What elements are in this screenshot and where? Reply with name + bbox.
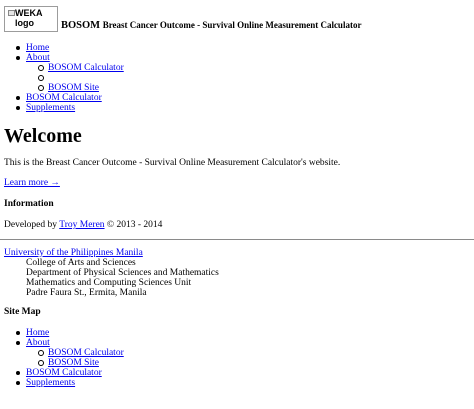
sitemap-about-submenu bbox=[26, 348, 474, 368]
nav-item-about bbox=[4, 53, 474, 93]
submenu-link-calculator[interactable]: BOSOM Calculator bbox=[48, 63, 124, 73]
broken-image-icon bbox=[8, 10, 15, 16]
university-link[interactable]: University of the Philippines Manila bbox=[4, 248, 143, 258]
page-title: Welcome bbox=[4, 125, 82, 147]
address-line: Department of Physical Sciences and Mathematics bbox=[26, 268, 219, 278]
sitemap-link-home[interactable]: Home bbox=[26, 328, 50, 338]
footer-address bbox=[4, 248, 474, 298]
sitemap-heading: Site Map bbox=[4, 307, 41, 317]
about-submenu bbox=[26, 63, 474, 93]
header bbox=[4, 4, 474, 32]
logo-alt-line-1: WEKA bbox=[15, 8, 43, 18]
nav-link-calculator[interactable]: BOSOM Calculator bbox=[26, 93, 102, 103]
sitemap-subitem-calculator bbox=[26, 348, 474, 358]
address-line: Padre Faura St., Ermita, Manila bbox=[26, 288, 147, 298]
sitemap-link-about[interactable]: About bbox=[26, 338, 50, 348]
sitemap-link-calculator[interactable]: BOSOM Calculator bbox=[26, 368, 102, 378]
address-line: College of Arts and Sciences bbox=[26, 258, 136, 268]
developer-credit bbox=[4, 220, 474, 231]
site-brand bbox=[61, 20, 361, 31]
page bbox=[4, 4, 474, 388]
footer-divider bbox=[0, 239, 474, 240]
brand-subtitle: Breast Cancer Outcome - Survival Online Measurement Calculator bbox=[102, 20, 362, 30]
nav-item-home bbox=[4, 43, 474, 53]
sitemap-sublink-site[interactable]: BOSOM Site bbox=[48, 358, 99, 368]
brand-name: BOSOM bbox=[61, 20, 101, 31]
weka-logo[interactable] bbox=[4, 6, 58, 32]
address-line: Mathematics and Computing Sciences Unit bbox=[26, 278, 192, 288]
developer-link[interactable]: Troy Meren bbox=[59, 220, 105, 230]
sitemap-link-supplements[interactable]: Supplements bbox=[26, 378, 76, 388]
nav-item-supplements bbox=[4, 103, 474, 113]
nav-link-home[interactable]: Home bbox=[26, 43, 50, 53]
information-heading: Information bbox=[4, 199, 54, 209]
nav-item-calculator bbox=[4, 93, 474, 103]
learn-more-link[interactable]: Learn more → bbox=[4, 178, 60, 188]
copyright-text: © 2013 - 2014 bbox=[104, 220, 163, 230]
nav-link-about[interactable]: About bbox=[26, 53, 50, 63]
submenu-link-site[interactable]: BOSOM Site bbox=[48, 83, 99, 93]
sitemap-item-supplements bbox=[4, 378, 474, 388]
intro-text: This is the Breast Cancer Outcome - Survival Online Measurement Calculator's website. bbox=[4, 158, 341, 168]
sitemap-sublink-calculator[interactable]: BOSOM Calculator bbox=[48, 348, 124, 358]
nav-link-supplements[interactable]: Supplements bbox=[26, 103, 76, 113]
sitemap-subitem-site bbox=[26, 358, 474, 368]
submenu-item-calculator bbox=[26, 63, 474, 73]
main-nav bbox=[4, 43, 474, 113]
submenu-item-empty bbox=[26, 73, 474, 83]
sitemap-item-about bbox=[4, 338, 474, 368]
sitemap-nav bbox=[4, 328, 474, 388]
sitemap-item-calculator bbox=[4, 368, 474, 378]
submenu-item-site bbox=[26, 83, 474, 93]
sitemap-item-home bbox=[4, 328, 474, 338]
developer-prefix: Developed by bbox=[4, 220, 60, 230]
logo-alt-line-2: logo bbox=[15, 18, 34, 28]
